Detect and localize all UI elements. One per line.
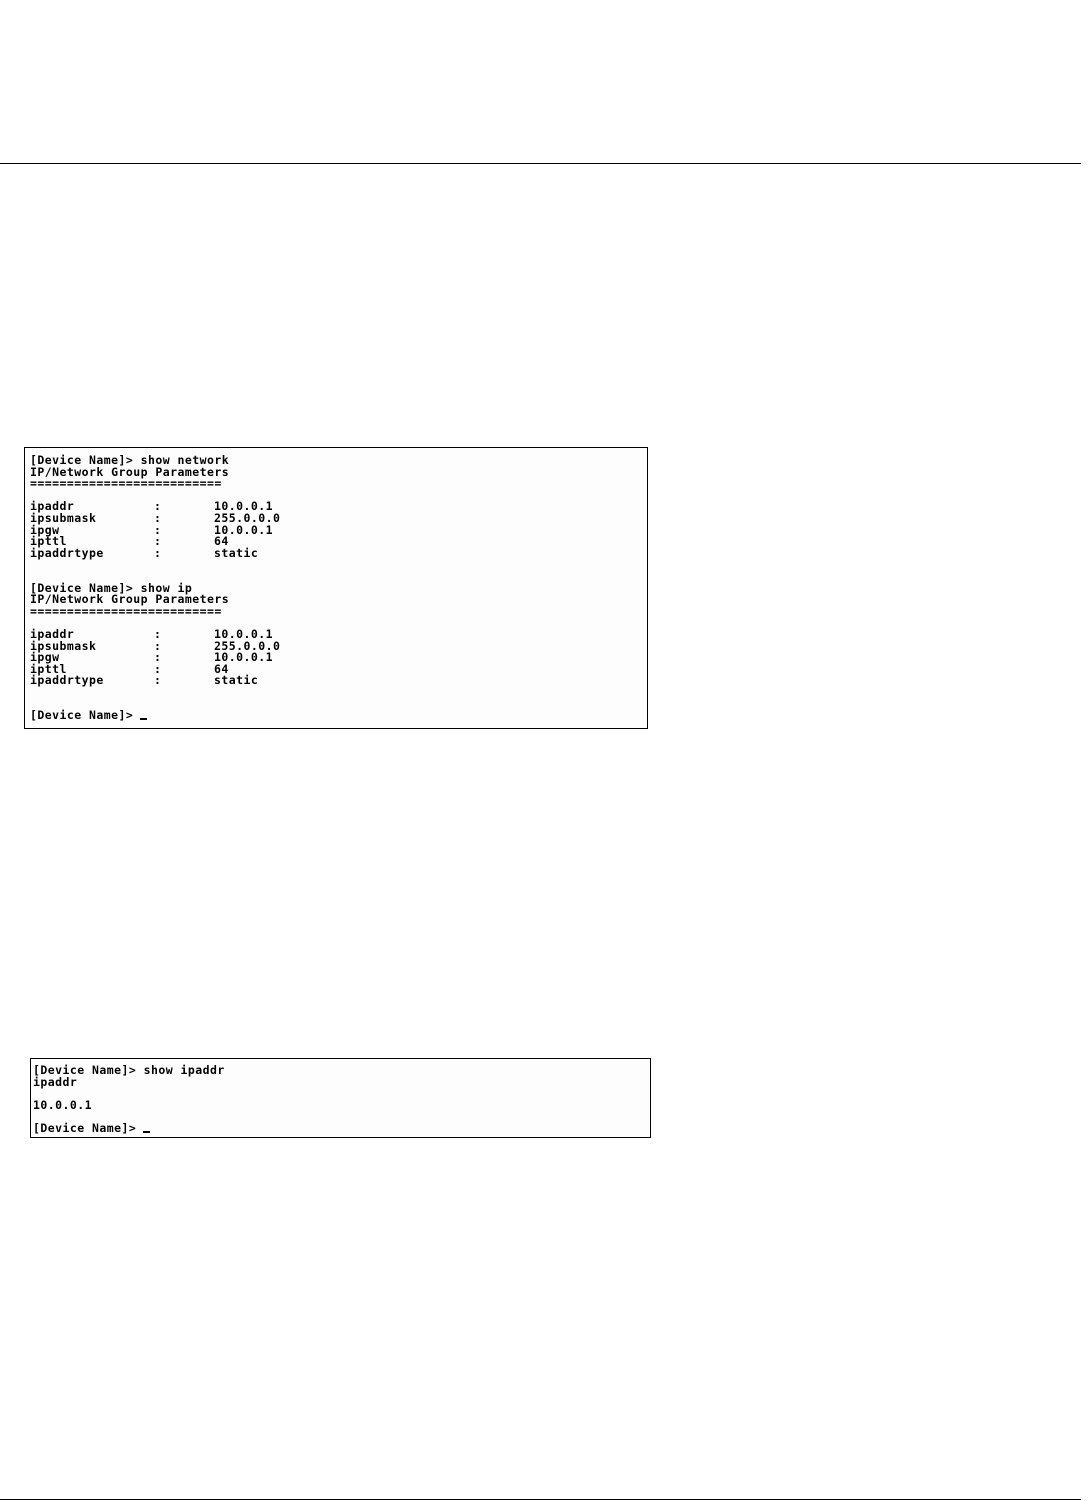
param-key: ipttl bbox=[30, 534, 67, 549]
heading-underline: ========================== bbox=[30, 476, 222, 491]
footer-rule bbox=[0, 1499, 1081, 1500]
prompt-line bbox=[30, 710, 647, 722]
param-key: ipgw bbox=[30, 522, 60, 537]
param-value: 64 bbox=[214, 534, 229, 549]
param-separator: : bbox=[154, 673, 162, 688]
prompt-line bbox=[33, 1120, 650, 1135]
param-separator: : bbox=[154, 534, 162, 549]
section-heading: IP/Network Group Parameters bbox=[30, 592, 230, 607]
param-key: ipaddr bbox=[30, 626, 75, 641]
param-row-ipgw bbox=[30, 652, 647, 664]
param-row-ipaddr bbox=[30, 626, 647, 641]
param-separator: : bbox=[154, 650, 162, 665]
command-line: [Device Name]> show ipaddr bbox=[33, 1063, 225, 1077]
param-value: 255.0.0.0 bbox=[214, 510, 281, 525]
param-separator: : bbox=[154, 510, 162, 525]
blank-line bbox=[30, 559, 647, 571]
param-row-ipaddr bbox=[30, 501, 647, 513]
param-row-ipaddrtype bbox=[30, 545, 647, 560]
param-row-ipsubmask bbox=[30, 510, 647, 525]
output-label: ipaddr bbox=[33, 1074, 78, 1089]
param-value: 64 bbox=[214, 661, 229, 676]
param-row-ipaddrtype bbox=[30, 675, 647, 687]
console-screenshot-show-network bbox=[24, 447, 648, 729]
prompt-text: [Device Name]> bbox=[30, 708, 134, 723]
param-key: ipaddrtype bbox=[30, 673, 104, 688]
command-line: [Device Name]> show network bbox=[30, 453, 230, 467]
blank-line bbox=[30, 687, 647, 699]
param-separator: : bbox=[154, 661, 162, 676]
param-key: ipgw bbox=[30, 650, 60, 665]
console-screenshot-show-ipaddr bbox=[30, 1058, 651, 1138]
blank-line bbox=[30, 490, 647, 502]
param-row-ipgw bbox=[30, 522, 647, 537]
param-separator: : bbox=[154, 626, 162, 641]
param-row-ipttl bbox=[30, 536, 647, 548]
param-separator: : bbox=[154, 638, 162, 653]
text-cursor bbox=[140, 718, 147, 720]
param-separator: : bbox=[154, 545, 162, 560]
param-value: 10.0.0.1 bbox=[214, 499, 273, 514]
param-key: ipaddrtype bbox=[30, 545, 104, 560]
param-key: ipsubmask bbox=[30, 510, 97, 525]
param-value: static bbox=[214, 545, 259, 560]
param-separator: : bbox=[154, 499, 162, 514]
param-value: static bbox=[214, 673, 259, 688]
param-value: 10.0.0.1 bbox=[214, 650, 273, 665]
param-row-ipttl bbox=[30, 661, 647, 676]
param-key: ipaddr bbox=[30, 499, 75, 514]
blank-line bbox=[33, 1088, 650, 1100]
text-cursor bbox=[143, 1131, 150, 1133]
param-key: ipttl bbox=[30, 661, 67, 676]
param-key: ipsubmask bbox=[30, 638, 97, 653]
param-value: 10.0.0.1 bbox=[214, 626, 273, 641]
param-value: 255.0.0.0 bbox=[214, 638, 281, 653]
output-value: 10.0.0.1 bbox=[33, 1097, 92, 1112]
command-line: [Device Name]> show ip bbox=[30, 580, 193, 595]
param-separator: : bbox=[154, 522, 162, 537]
param-value: 10.0.0.1 bbox=[214, 522, 273, 537]
heading-underline: ========================== bbox=[30, 603, 222, 618]
section-heading: IP/Network Group Parameters bbox=[30, 464, 230, 479]
prompt-text: [Device Name]> bbox=[33, 1120, 137, 1135]
param-row-ipsubmask bbox=[30, 638, 647, 653]
header-rule bbox=[0, 163, 1081, 164]
blank-line bbox=[30, 617, 647, 629]
